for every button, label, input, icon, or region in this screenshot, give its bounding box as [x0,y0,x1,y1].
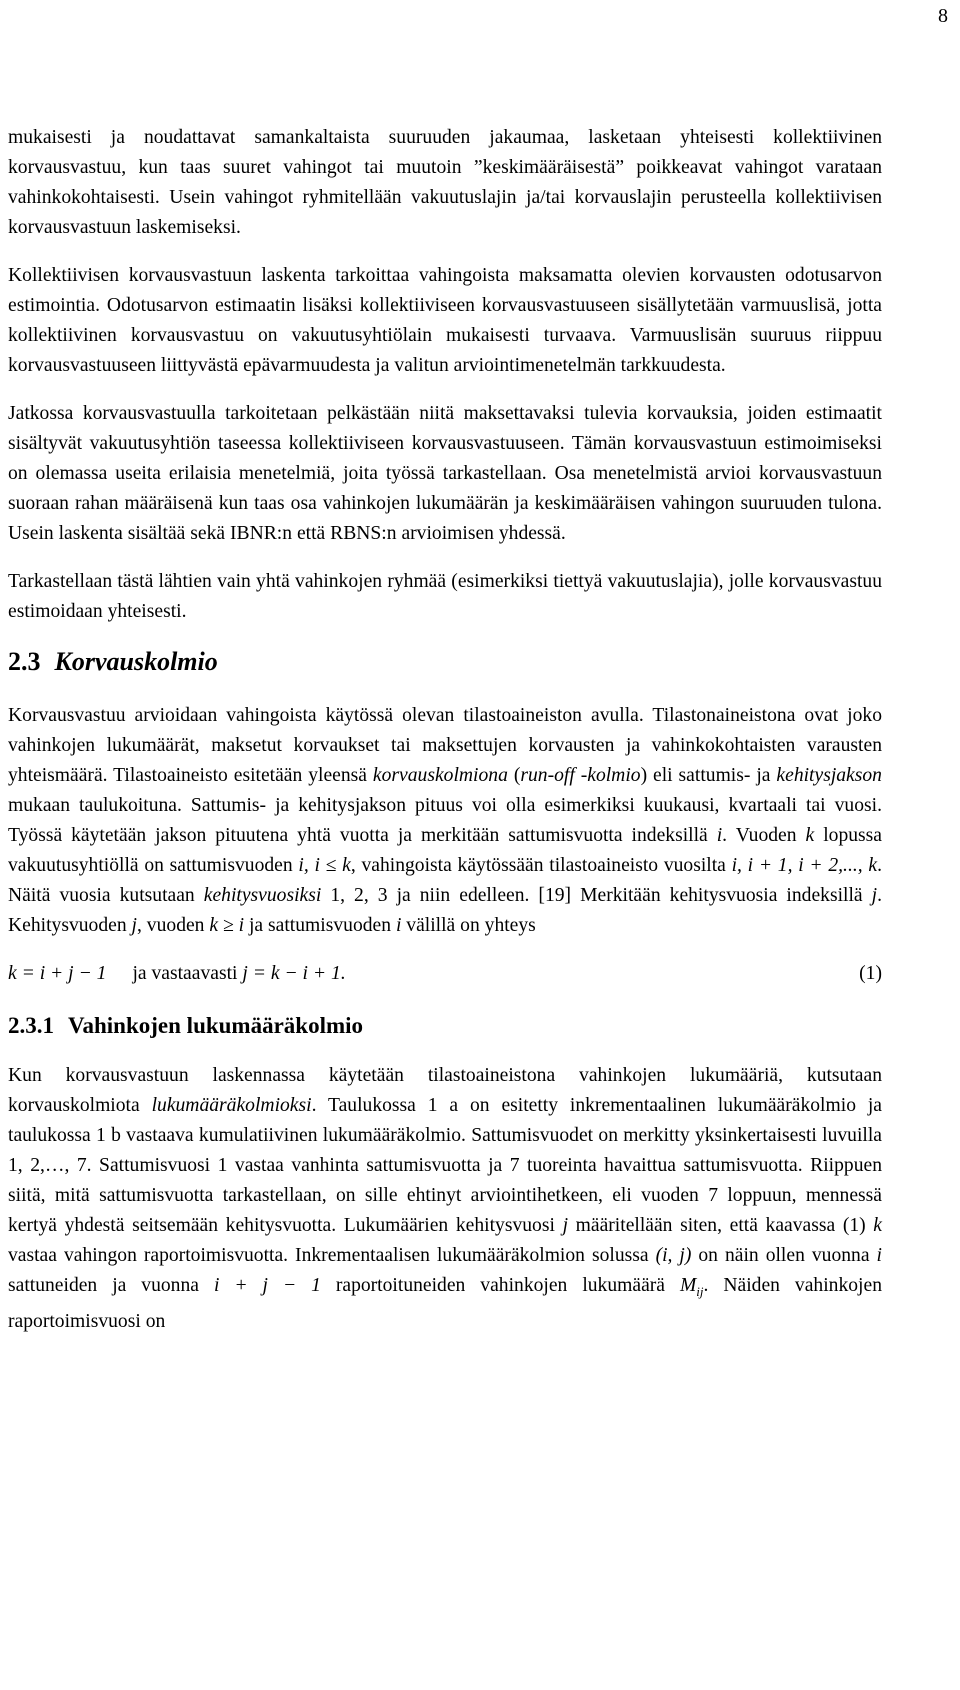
page-content [8,123,882,1355]
subsection-title: Vahinkojen lukumääräkolmio [68,1013,364,1038]
math-i: i [716,825,723,846]
text-run: ja sattumisvuoden [244,915,396,936]
paragraph-4: Tarkastellaan tästä lähtien vain yhtä vahinkojen ryhmää (esimerkiksi tiettyä vakuutuslajia), jolle korvausvastuu estimoidaan yhteisesti. [8,571,882,622]
section-title: Korvauskolmio [54,647,218,676]
subsection-number: 2.3.1 [8,1013,54,1038]
text-run: 1, 2, 3 ja niin edelleen. [19] Merkitään kehitysvuosia indeksillä [321,885,872,906]
term-run-off: run-off -kolmio [520,765,641,786]
paragraph-2: Kollektiivisen korvausvastuun laskenta tarkoittaa vahingoista maksamatta olevien korvausten odotusarvon estimointia. Odotusarvon estimaatin lisäksi kollektiiviseen korvausvastuuseen sisällytetään varmuuslisä, jotta kollektiivinen korvausvastuu on vakuutusyhtiölain mukaisesti turvaava. Varmuuslisän suuruus riippuu korvausvastuuseen liittyvästä epävarmuudesta ja valitun arviointimenetelmän tarkkuudesta. [8,265,882,376]
text-run: . Vuoden [722,825,806,846]
text-run: Korvausvastuu arvioidaan vahingoista käytössä olevan tilastoaineiston avulla. Tilastonaineistona ovat joko vahinkojen lukumäärät, maksetut korvaukset tai maksettujen korvausten ja vahinkokohtaisten varausten yhteismäärä. Tilastoaineisto esitetään yleensä [8,705,882,786]
text-run: , vahingoista käytössään tilastoaineisto vuosilta [350,855,732,876]
text-run: välillä on yhteys [401,915,536,936]
text-run: ) eli sattumis- ja [640,765,777,786]
math-M-subscript: ij [696,1283,704,1299]
math-M: M [679,1275,697,1296]
text-run: lopussa vakuutusyhtiöllä on sattumisvuoden [8,825,882,876]
text-run: mukaan taulukoituna. Sattumis- ja kehitysjakson pituus voi olla esimerkiksi kuukausi, kvartaali tai vuosi. Työssä käytetään jakson pituutena yhtä vuotta ja merkitään sattumisvuotta indeksillä [8,795,882,846]
term-kehitysjakson: kehitysjakson [776,765,882,786]
equation-connector: ja vastaavasti [132,963,238,984]
paragraph-5 [8,701,882,941]
math-sequence: i, i + 1, i + 2,..., k [731,855,878,876]
page-number: 8 [938,5,948,27]
math-k: k [805,825,815,846]
paragraph-1: mukaisesti ja noudattavat samankaltaista suuruuden jakaumaa, lasketaan yhteisesti kollektiivinen korvausvastuu, kun taas suuret vahingot tai muutoin ”keskimääräisestä” poikkeavat vahingot varataan vahinkokohtaisesti. Usein vahingot ryhmitellään vakuutuslajin ja/tai korvauslajin perusteella kollektiivisen korvausvastuun laskemiseksi. [8,127,882,238]
math-cell-ij: (i, j) [655,1245,692,1266]
text-run: on näin ollen vuonna [691,1245,877,1266]
text-run: määritellään siten, että kaavassa (1) [568,1215,874,1236]
section-heading-2-3 [8,645,882,679]
equation-number: (1) [859,963,882,984]
paragraph-3: Jatkossa korvausvastuulla tarkoitetaan pelkästään niitä maksettavaksi tulevia korvauksia, joiden estimaatit sisältyvät vakuutusyhtiön taseessa kollektiiviseen korvausvastuuseen. Tämän korvausvastuun estimoimiseksi on olemassa useita erilaisia menetelmiä, joita työssä tarkastellaan. Osa menetelmistä arvioi korvausvastuun suoraan rahan määräisenä kun taas osa vahinkojen lukumäärän ja keskimääräisen vahingon suuruuden tulona. Usein laskenta sisältää sekä IBNR:n että RBNS:n arvioimisen yhdessä. [8,403,882,544]
math-k: k [873,1215,882,1236]
term-korvauskolmiona: korvauskolmiona [372,765,508,786]
term-kehitysvuosiksi: kehitysvuosiksi [203,885,322,906]
math-i: i [876,1245,882,1266]
text-run: Kun korvausvastuun laskennassa käytetään tilastoaineistona vahinkojen lukumääriä, kutsutaan korvauskolmiota [8,1065,882,1116]
equation-right: j = k − i + 1. [242,963,346,984]
text-run: vastaa vahingon raportoimisvuotta. Inkrementaalisen lukumääräkolmion solussa [8,1245,656,1266]
math-j: j [562,1215,569,1236]
math-j: j [131,915,137,936]
section-number: 2.3 [8,647,41,676]
math-k-ge-i: k ≥ i [209,915,245,936]
equation-1 [8,959,882,989]
text-run: . Kehitysvuoden [8,885,882,936]
math-j: j [871,885,878,906]
text-run: ( [507,765,521,786]
text-run: sattuneiden ja vuonna [8,1275,214,1296]
paragraph-6 [8,1061,882,1337]
text-run: . Taulukossa 1 a on esitetty inkrementaalinen lukumääräkolmio ja taulukossa 1 b vastaava kumulatiivinen lukumääräkolmio. Sattumisvuodet on merkitty yksinkertaisesti luvuilla 1, 2,…, 7. Sattumisvuosi 1 vastaa vanhinta sattumisvuotta ja 7 tuoreinta havaittua sattumisvuotta. Riippuen siitä, mitä sattumisvuotta tarkastellaan, on sille ehtinyt arviointihetkeen, eli vuoden 7 loppuun, mennessä kertyä yhdestä seitsemään kehitysvuotta. Lukumäärien kehitysvuosi [8,1095,882,1236]
term-lukumaarakolmioksi: lukumääräkolmioksi [151,1095,312,1116]
text-run: raportoituneiden vahinkojen lukumäärä [320,1275,680,1296]
text-run: . Näitä vuosia kutsutaan [8,855,882,906]
math-i: i [395,915,402,936]
equation-left: k = i + j − 1 [8,963,107,984]
text-run: . Näiden vahinkojen raportoimisvuosi on [8,1275,882,1332]
equation-body [8,959,346,989]
math-i-plus-j-minus-1: i + j − 1 [213,1275,321,1296]
section-heading-2-3-1 [8,1011,882,1041]
text-run: , vuoden [137,915,210,936]
math-condition: i, i ≤ k [298,855,351,876]
